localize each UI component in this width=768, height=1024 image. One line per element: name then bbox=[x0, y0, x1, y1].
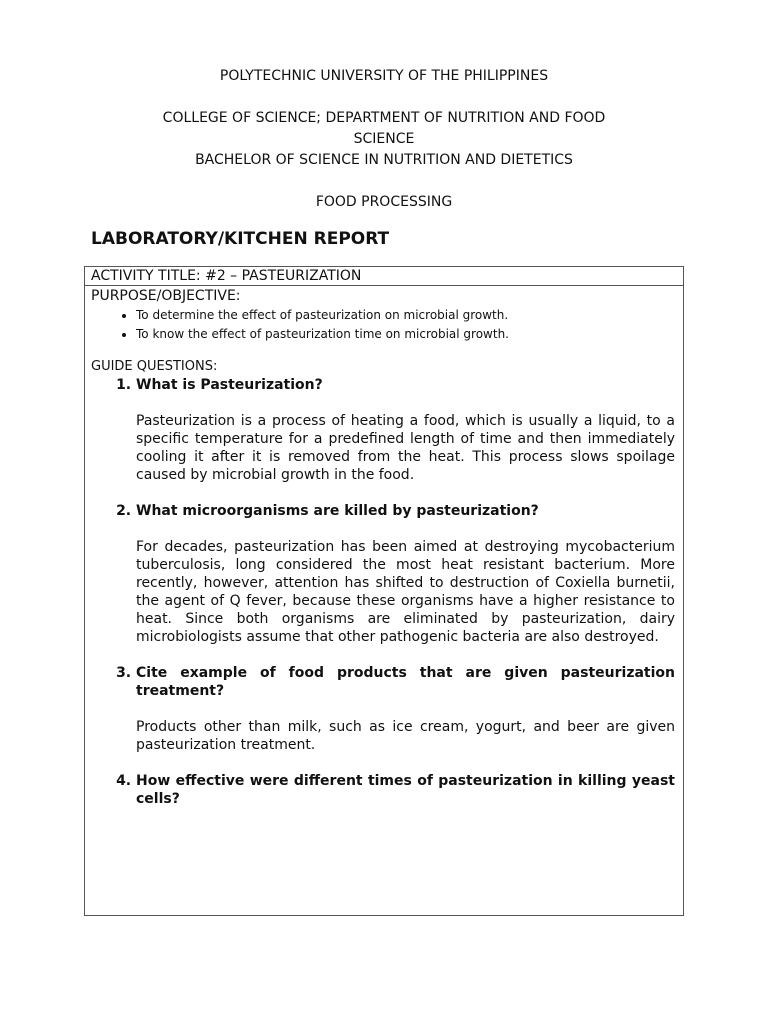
activity-title: ACTIVITY TITLE: #2 – PASTEURIZATION bbox=[85, 267, 683, 286]
objective-item: • To determine the effect of pasteurization on microbial growth. bbox=[136, 306, 675, 325]
document-header bbox=[0, 66, 768, 213]
objectives-list bbox=[91, 306, 675, 344]
objective-item: • To know the effect of pasteurization time on microbial growth. bbox=[136, 325, 675, 344]
question-text: 2. What microorganisms are killed by pasteurization? bbox=[136, 503, 539, 519]
question-item bbox=[136, 376, 675, 484]
course-name: FOOD PROCESSING bbox=[315, 194, 453, 210]
question-text: 1. What is Pasteurization? bbox=[136, 377, 323, 393]
questions-list bbox=[91, 376, 675, 808]
college-line-1: COLLEGE OF SCIENCE; DEPARTMENT OF NUTRITION AND FOOD bbox=[162, 110, 606, 126]
question-item bbox=[136, 502, 675, 646]
answer-text: For decades, pasteurization has been aimed at destroying mycobacterium tuberculosis, long considered the most heat resistant bacterium. More recently, however, attention has shifted to destruction of Coxiella burnetii, the agent of Q fever, because these organisms have a higher resistance to heat. Since both organisms are eliminated by pasteurization, dairy microbiologists assume that other pathogenic bacteria are also destroyed. bbox=[136, 539, 675, 645]
question-item bbox=[136, 664, 675, 754]
guide-questions-label: GUIDE QUESTIONS: bbox=[91, 359, 218, 374]
answer-text: Products other than milk, such as ice cream, yogurt, and beer are given pasteurization treatment. bbox=[136, 719, 675, 753]
university-name: POLYTECHNIC UNIVERSITY OF THE PHILIPPINES bbox=[219, 68, 549, 84]
report-body bbox=[85, 287, 683, 808]
college-line-2: SCIENCE bbox=[353, 131, 415, 147]
report-title: LABORATORY/KITCHEN REPORT bbox=[91, 229, 390, 249]
question-item bbox=[136, 772, 675, 808]
question-text: 3. Cite example of food products that are given pasteurization treatment? bbox=[136, 665, 675, 699]
question-text: 4. How effective were different times of pasteurization in killing yeast cells? bbox=[136, 773, 675, 807]
purpose-label: PURPOSE/OBJECTIVE: bbox=[91, 288, 241, 304]
program-name: BACHELOR OF SCIENCE IN NUTRITION AND DIETETICS bbox=[195, 152, 573, 168]
answer-text: Pasteurization is a process of heating a food, which is usually a liquid, to a specific temperature for a predefined length of time and then immediately cooling it after it is removed from the heat. This process slows spoilage caused by microbial growth in the food. bbox=[136, 413, 675, 483]
report-table bbox=[84, 266, 684, 916]
